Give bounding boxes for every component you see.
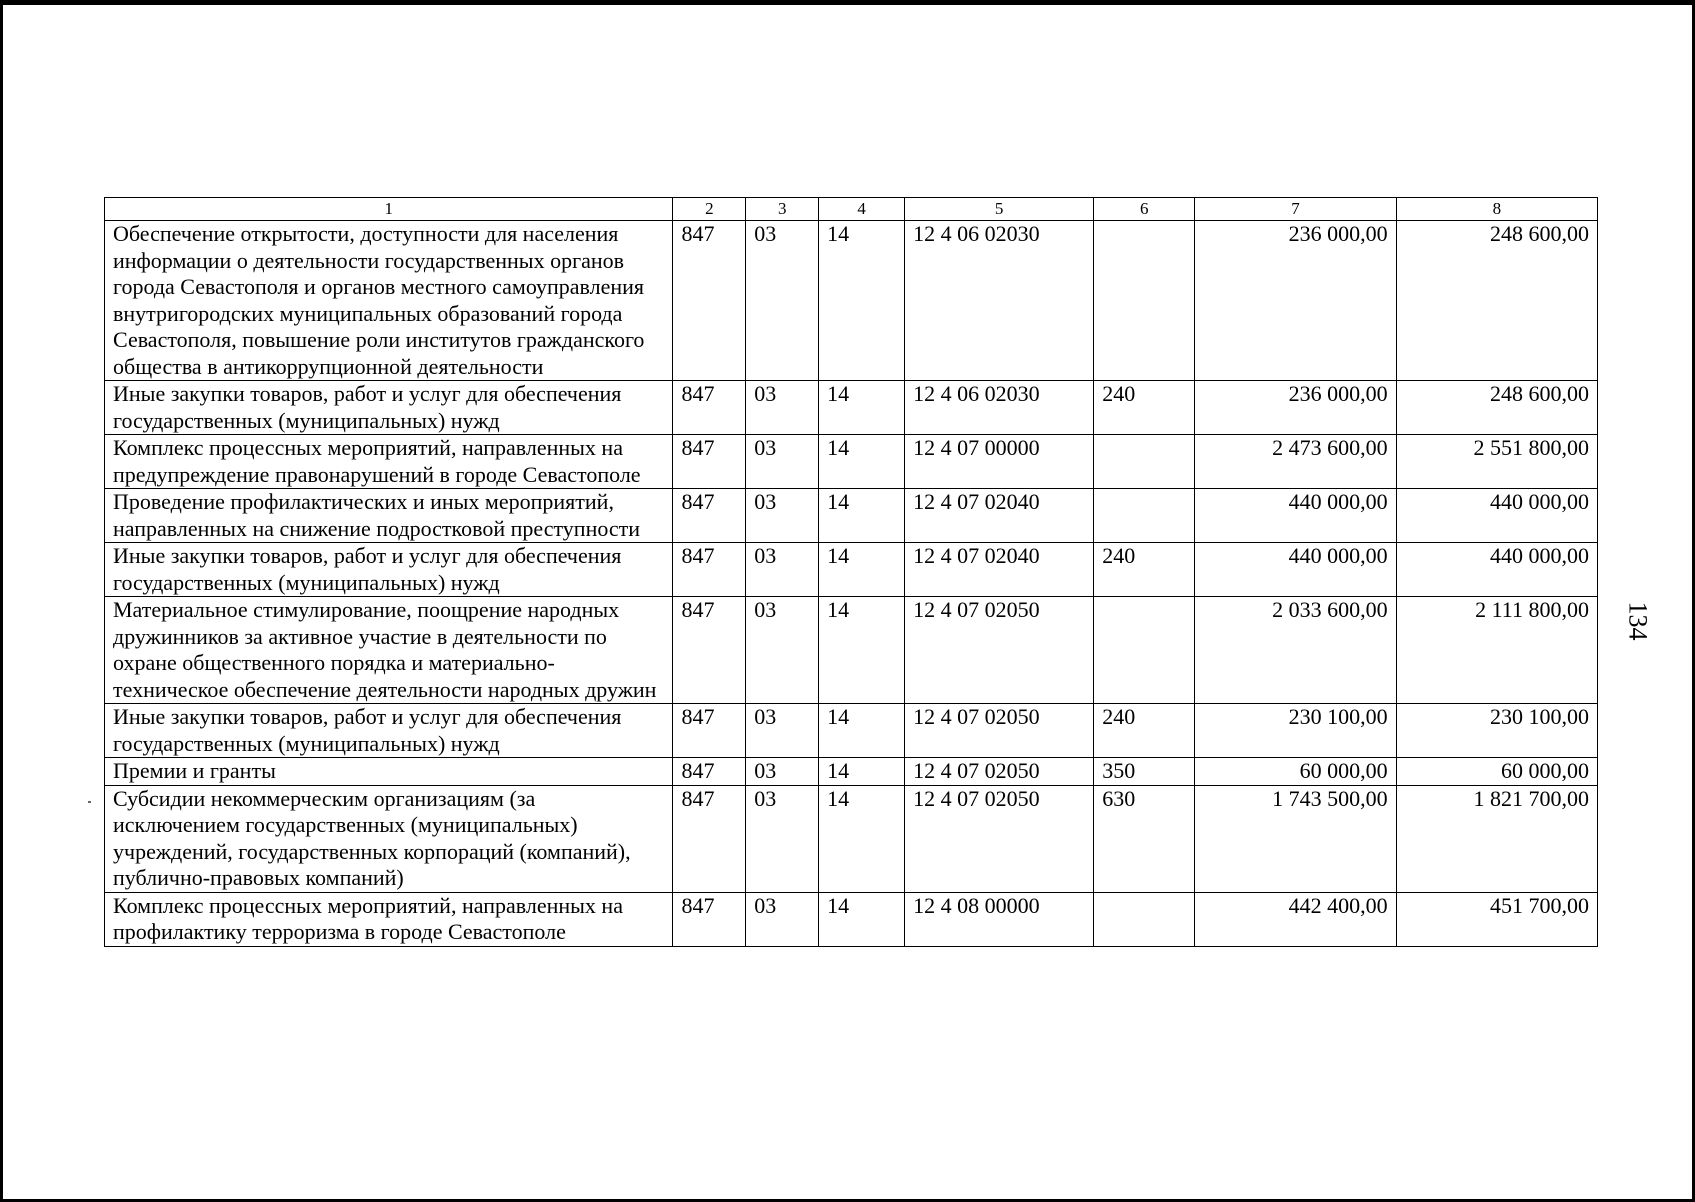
row-col-8-cell: 440 000,00	[1396, 543, 1597, 597]
row-col-3-cell: 03	[746, 597, 819, 704]
row-col-2-cell: 847	[673, 489, 746, 543]
row-col-3-cell: 03	[746, 221, 819, 381]
row-col-5-cell: 12 4 06 02030	[905, 381, 1094, 435]
row-col-3-cell: 03	[746, 543, 819, 597]
row-name-cell: Комплекс процессных мероприятий, направленных на профилактику терроризма в городе Севастополе	[105, 892, 673, 946]
row-col-3-cell: 03	[746, 785, 819, 892]
row-col-7-cell: 60 000,00	[1195, 758, 1396, 786]
row-col-6-cell	[1094, 597, 1195, 704]
row-col-4-cell: 14	[819, 381, 905, 435]
row-name-cell: Субсидии некоммерческим организациям (за исключением государственных (муниципальных) учреждений, государственных корпораций (компаний), публично-правовых компаний)	[105, 785, 673, 892]
row-col-3-cell: 03	[746, 704, 819, 758]
row-col-6-cell	[1094, 435, 1195, 489]
row-col-8-cell: 230 100,00	[1396, 704, 1597, 758]
table-row	[105, 221, 1598, 381]
row-col-6-cell: 350	[1094, 758, 1195, 786]
row-name-cell: Иные закупки товаров, работ и услуг для обеспечения государственных (муниципальных) нужд	[105, 704, 673, 758]
row-name-cell: Иные закупки товаров, работ и услуг для обеспечения государственных (муниципальных) нужд	[105, 381, 673, 435]
row-col-7-cell: 440 000,00	[1195, 489, 1396, 543]
row-name-cell: Премии и гранты	[105, 758, 673, 786]
table-row	[105, 758, 1598, 786]
row-name-cell: Иные закупки товаров, работ и услуг для обеспечения государственных (муниципальных) нужд	[105, 543, 673, 597]
row-col-8-cell: 60 000,00	[1396, 758, 1597, 786]
row-col-7-cell: 236 000,00	[1195, 381, 1396, 435]
row-col-7-cell: 442 400,00	[1195, 892, 1396, 946]
row-col-2-cell: 847	[673, 435, 746, 489]
header-row	[105, 198, 1598, 221]
header-col-7: 7	[1195, 198, 1396, 221]
row-col-7-cell: 236 000,00	[1195, 221, 1396, 381]
row-col-6-cell	[1094, 221, 1195, 381]
row-name-cell: Обеспечение открытости, доступности для населения информации о деятельности государственных органов города Севастополя и органов местного самоуправления внутригородских муниципальных образований города Севастополя, повышение роли институтов гражданского общества в антикоррупционной деятельности	[105, 221, 673, 381]
row-col-5-cell: 12 4 08 00000	[905, 892, 1094, 946]
table-row	[105, 435, 1598, 489]
row-col-7-cell: 2 473 600,00	[1195, 435, 1396, 489]
row-name-cell: Комплекс процессных мероприятий, направленных на предупреждение правонарушений в городе Севастополе	[105, 435, 673, 489]
table-row	[105, 704, 1598, 758]
table-row	[105, 381, 1598, 435]
table-row	[105, 785, 1598, 892]
row-col-3-cell: 03	[746, 489, 819, 543]
header-col-8: 8	[1396, 198, 1597, 221]
row-col-8-cell: 1 821 700,00	[1396, 785, 1597, 892]
row-col-2-cell: 847	[673, 381, 746, 435]
row-col-7-cell: 230 100,00	[1195, 704, 1396, 758]
row-col-6-cell: 630	[1094, 785, 1195, 892]
row-col-4-cell: 14	[819, 758, 905, 786]
row-col-6-cell	[1094, 892, 1195, 946]
scan-speck	[88, 801, 91, 803]
row-col-2-cell: 847	[673, 892, 746, 946]
budget-table	[104, 197, 1598, 947]
row-col-2-cell: 847	[673, 785, 746, 892]
row-col-2-cell: 847	[673, 221, 746, 381]
row-col-8-cell: 440 000,00	[1396, 489, 1597, 543]
row-col-6-cell: 240	[1094, 543, 1195, 597]
row-col-5-cell: 12 4 07 02050	[905, 785, 1094, 892]
table-row	[105, 892, 1598, 946]
row-col-4-cell: 14	[819, 597, 905, 704]
row-col-8-cell: 248 600,00	[1396, 221, 1597, 381]
table-row	[105, 543, 1598, 597]
table-row	[105, 597, 1598, 704]
row-col-4-cell: 14	[819, 489, 905, 543]
row-col-2-cell: 847	[673, 597, 746, 704]
table-body	[105, 221, 1598, 947]
header-col-5: 5	[905, 198, 1094, 221]
row-col-5-cell: 12 4 07 02050	[905, 597, 1094, 704]
row-col-8-cell: 2 551 800,00	[1396, 435, 1597, 489]
row-col-5-cell: 12 4 07 02050	[905, 704, 1094, 758]
row-col-8-cell: 451 700,00	[1396, 892, 1597, 946]
row-col-7-cell: 1 743 500,00	[1195, 785, 1396, 892]
row-col-6-cell: 240	[1094, 381, 1195, 435]
row-col-5-cell: 12 4 07 02050	[905, 758, 1094, 786]
row-col-5-cell: 12 4 07 00000	[905, 435, 1094, 489]
row-col-4-cell: 14	[819, 435, 905, 489]
row-col-3-cell: 03	[746, 435, 819, 489]
row-col-2-cell: 847	[673, 543, 746, 597]
row-col-5-cell: 12 4 07 02040	[905, 543, 1094, 597]
row-col-8-cell: 2 111 800,00	[1396, 597, 1597, 704]
row-col-7-cell: 440 000,00	[1195, 543, 1396, 597]
header-col-1: 1	[105, 198, 673, 221]
row-col-4-cell: 14	[819, 221, 905, 381]
header-col-3: 3	[746, 198, 819, 221]
page-number: 134	[1623, 601, 1653, 641]
row-col-6-cell	[1094, 489, 1195, 543]
row-col-7-cell: 2 033 600,00	[1195, 597, 1396, 704]
header-col-6: 6	[1094, 198, 1195, 221]
row-col-4-cell: 14	[819, 543, 905, 597]
row-col-3-cell: 03	[746, 381, 819, 435]
row-col-5-cell: 12 4 06 02030	[905, 221, 1094, 381]
row-col-4-cell: 14	[819, 785, 905, 892]
row-col-4-cell: 14	[819, 892, 905, 946]
table-row	[105, 489, 1598, 543]
row-col-3-cell: 03	[746, 758, 819, 786]
row-col-8-cell: 248 600,00	[1396, 381, 1597, 435]
row-col-2-cell: 847	[673, 758, 746, 786]
header-col-2: 2	[673, 198, 746, 221]
row-name-cell: Проведение профилактических и иных мероприятий, направленных на снижение подростковой преступности	[105, 489, 673, 543]
row-col-2-cell: 847	[673, 704, 746, 758]
header-col-4: 4	[819, 198, 905, 221]
row-col-5-cell: 12 4 07 02040	[905, 489, 1094, 543]
row-name-cell: Материальное стимулирование, поощрение народных дружинников за активное участие в деятельности по охране общественного порядка и материально-техническое обеспечение деятельности народных дружин	[105, 597, 673, 704]
row-col-4-cell: 14	[819, 704, 905, 758]
row-col-3-cell: 03	[746, 892, 819, 946]
row-col-6-cell: 240	[1094, 704, 1195, 758]
